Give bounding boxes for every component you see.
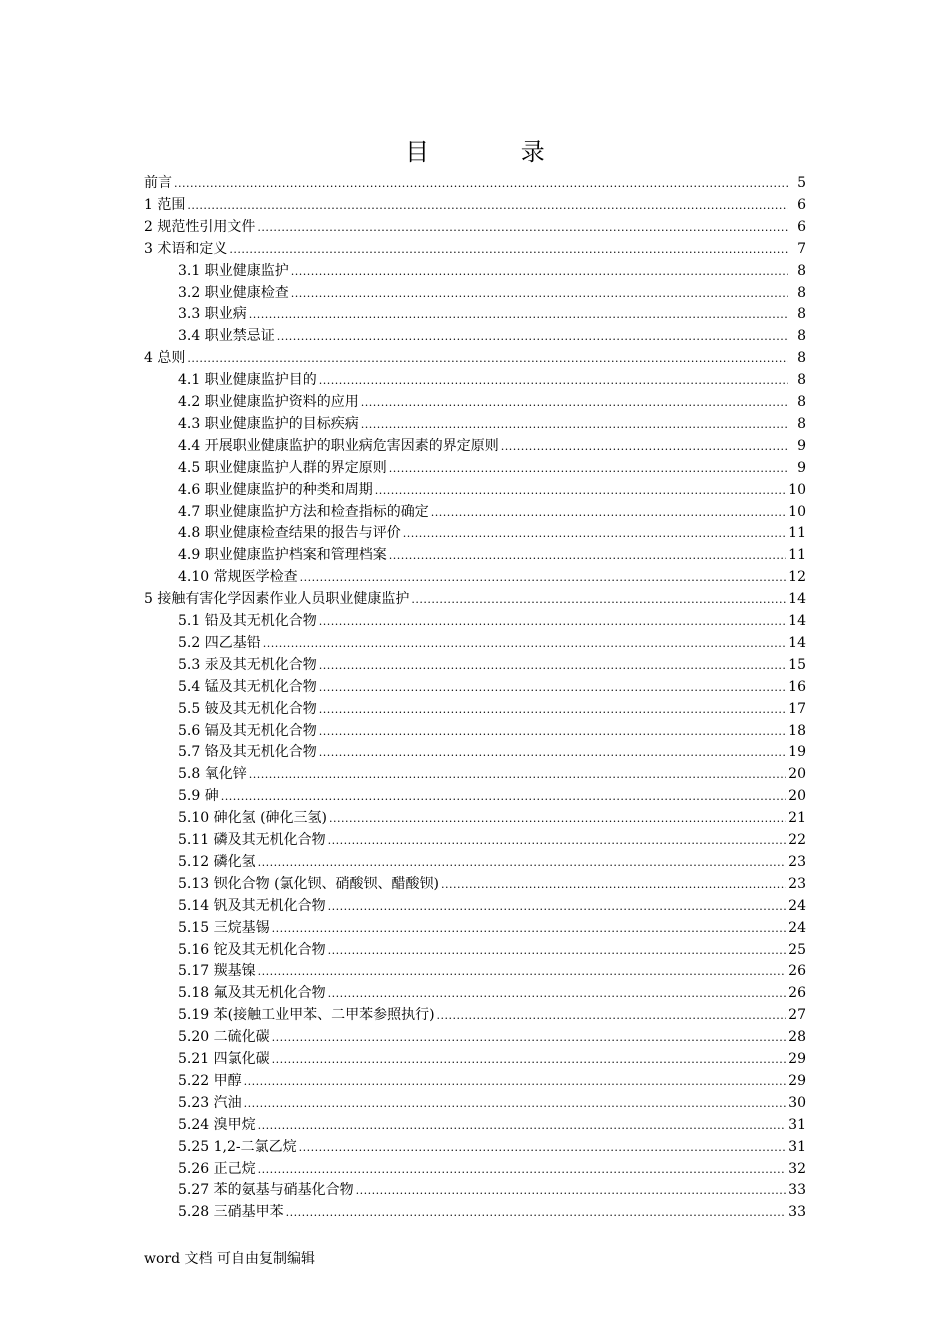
toc-entry[interactable] bbox=[178, 480, 806, 500]
toc-entry[interactable] bbox=[178, 1071, 806, 1091]
toc-entry[interactable] bbox=[178, 874, 806, 894]
toc-leader-dots bbox=[319, 723, 786, 741]
toc-entry[interactable] bbox=[178, 370, 806, 390]
toc-entry-label: 5.14 钒及其无机化合物 bbox=[178, 897, 326, 914]
toc-entry-page-number: 22 bbox=[788, 832, 806, 848]
toc-entry-label: 5.20 二硫化碳 bbox=[178, 1029, 270, 1046]
toc-entry-label: 5.10 砷化氢 (砷化三氢) bbox=[178, 810, 327, 827]
toc-entry[interactable] bbox=[178, 283, 806, 303]
toc-entry-label: 5.23 汽油 bbox=[178, 1094, 242, 1111]
toc-entry[interactable] bbox=[144, 217, 806, 237]
toc-entry-page-number: 24 bbox=[788, 919, 806, 936]
toc-entry[interactable] bbox=[178, 852, 806, 872]
toc-entry[interactable] bbox=[178, 326, 806, 346]
toc-entry-label: 2 规范性引用文件 bbox=[144, 218, 256, 235]
toc-entry-label: 5.11 磷及其无机化合物 bbox=[178, 832, 326, 848]
toc-leader-dots bbox=[272, 1029, 787, 1047]
toc-leader-dots bbox=[244, 1073, 787, 1091]
toc-entry[interactable] bbox=[178, 677, 806, 697]
toc-entry-page-number: 33 bbox=[788, 1182, 806, 1199]
toc-leader-dots bbox=[319, 679, 786, 697]
toc-entry-page-number: 31 bbox=[788, 1138, 806, 1155]
toc-leader-dots bbox=[258, 1161, 787, 1179]
toc-leader-dots bbox=[431, 504, 786, 522]
toc-entry-label: 5 接触有害化学因素作业人员职业健康监护 bbox=[144, 591, 410, 608]
toc-entry-label: 4.2 职业健康监护资料的应用 bbox=[178, 394, 359, 410]
toc-entry-label: 4.8 职业健康检查结果的报告与评价 bbox=[178, 525, 401, 542]
toc-entry-page-number: 24 bbox=[788, 897, 806, 914]
toc-entry[interactable] bbox=[178, 304, 806, 324]
toc-entry-page-number: 5 bbox=[797, 175, 806, 191]
toc-entry[interactable] bbox=[144, 239, 806, 259]
toc-entry-page-number: 29 bbox=[788, 1072, 806, 1089]
toc-entry[interactable] bbox=[144, 173, 806, 193]
toc-leader-dots bbox=[441, 876, 786, 894]
toc-entry[interactable] bbox=[178, 1180, 806, 1200]
toc-entry[interactable] bbox=[178, 567, 806, 587]
toc-entry-page-number: 15 bbox=[788, 656, 806, 673]
toc-leader-dots bbox=[244, 1095, 787, 1113]
toc-entry-page-number: 7 bbox=[797, 240, 806, 257]
toc-entry-page-number: 17 bbox=[788, 700, 806, 717]
toc-entry-page-number: 8 bbox=[797, 262, 806, 279]
toc-entry-label: 4.9 职业健康监护档案和管理档案 bbox=[178, 547, 387, 564]
toc-entry-label: 4.3 职业健康监护的目标疾病 bbox=[178, 415, 359, 432]
toc-entry-label: 5.7 铬及其无机化合物 bbox=[178, 744, 317, 761]
toc-entry-label: 4.6 职业健康监护的种类和周期 bbox=[178, 481, 373, 498]
toc-entry[interactable] bbox=[144, 348, 806, 368]
toc-leader-dots bbox=[389, 460, 788, 478]
toc-entry[interactable] bbox=[178, 655, 806, 675]
toc-entry[interactable] bbox=[178, 830, 806, 850]
toc-entry-label: 5.4 锰及其无机化合物 bbox=[178, 678, 317, 695]
toc-entry-label: 前言 bbox=[144, 175, 172, 191]
toc-entry[interactable] bbox=[178, 1049, 806, 1069]
toc-entry-page-number: 8 bbox=[797, 328, 806, 345]
toc-leader-dots bbox=[272, 1051, 787, 1069]
toc-leader-dots bbox=[299, 1139, 787, 1157]
toc-entry-label: 3.3 职业病 bbox=[178, 306, 247, 323]
toc-entry-label: 3.2 职业健康检查 bbox=[178, 284, 289, 301]
toc-entry-page-number: 6 bbox=[797, 196, 806, 213]
toc-leader-dots bbox=[174, 175, 788, 193]
toc-leader-dots bbox=[272, 920, 787, 938]
toc-entry-page-number: 8 bbox=[797, 394, 806, 410]
toc-leader-dots bbox=[277, 328, 788, 346]
toc-leader-dots bbox=[375, 482, 786, 500]
toc-entry-page-number: 32 bbox=[788, 1160, 806, 1177]
toc-entry[interactable] bbox=[178, 261, 806, 281]
toc-leader-dots bbox=[501, 438, 788, 456]
toc-leader-dots bbox=[411, 591, 786, 609]
toc-leader-dots bbox=[258, 1117, 787, 1135]
toc-leader-dots bbox=[319, 701, 786, 719]
toc-entry-page-number: 8 bbox=[797, 350, 806, 367]
toc-leader-dots bbox=[300, 569, 787, 587]
toc-entry[interactable] bbox=[178, 1137, 806, 1157]
toc-entry[interactable] bbox=[178, 523, 806, 543]
toc-entry-page-number: 9 bbox=[797, 437, 806, 454]
toc-entry-page-number: 26 bbox=[788, 963, 806, 980]
toc-entry[interactable] bbox=[178, 1093, 806, 1113]
toc-entry[interactable] bbox=[178, 545, 806, 565]
toc-leader-dots bbox=[286, 1204, 787, 1222]
toc-entry-label: 3 术语和定义 bbox=[144, 240, 228, 257]
toc-entry-page-number: 30 bbox=[788, 1094, 806, 1111]
toc-leader-dots bbox=[319, 744, 786, 762]
toc-entry-page-number: 12 bbox=[788, 569, 806, 586]
toc-entry[interactable] bbox=[178, 764, 806, 784]
toc-entry-page-number: 16 bbox=[788, 678, 806, 695]
toc-entry[interactable] bbox=[178, 1202, 806, 1222]
toc-entry-label: 5.18 氟及其无机化合物 bbox=[178, 985, 326, 1002]
toc-entry[interactable] bbox=[178, 742, 806, 762]
toc-leader-dots bbox=[403, 525, 786, 543]
toc-leader-dots bbox=[328, 832, 787, 850]
toc-entry-page-number: 8 bbox=[797, 284, 806, 301]
toc-leader-dots bbox=[361, 416, 788, 434]
toc-entry-page-number: 31 bbox=[788, 1116, 806, 1133]
toc-entry-page-number: 20 bbox=[788, 788, 806, 805]
toc-entry-label: 5.26 正己烷 bbox=[178, 1160, 256, 1177]
toc-entry-page-number: 29 bbox=[788, 1051, 806, 1067]
toc-entry-label: 3.4 职业禁忌证 bbox=[178, 328, 275, 345]
page-title: 目 录 bbox=[405, 138, 587, 166]
toc-entry[interactable] bbox=[178, 918, 806, 938]
toc-entry-page-number: 10 bbox=[788, 503, 806, 520]
toc-entry-page-number: 25 bbox=[788, 941, 806, 958]
toc-leader-dots bbox=[356, 1182, 787, 1200]
toc-entry[interactable] bbox=[178, 633, 806, 653]
toc-entry[interactable] bbox=[178, 961, 806, 981]
toc-entry-label: 5.28 三硝基甲苯 bbox=[178, 1204, 284, 1221]
toc-entry-page-number: 11 bbox=[788, 525, 806, 542]
toc-entry-page-number: 23 bbox=[788, 875, 806, 892]
toc-entry[interactable] bbox=[144, 589, 806, 609]
toc-entry-label: 5.16 铊及其无机化合物 bbox=[178, 941, 326, 958]
toc-leader-dots bbox=[249, 306, 788, 324]
toc-leader-dots bbox=[329, 810, 786, 828]
page-footer: word 文档 可自由复制编辑 bbox=[144, 1251, 315, 1267]
toc-leader-dots bbox=[291, 263, 788, 281]
toc-entry-page-number: 14 bbox=[788, 613, 806, 629]
toc-entry-page-number: 28 bbox=[788, 1029, 806, 1046]
toc-entry-label: 5.24 溴甲烷 bbox=[178, 1116, 256, 1133]
toc-entry-page-number: 6 bbox=[797, 218, 806, 235]
toc-entry-label: 5.5 铍及其无机化合物 bbox=[178, 700, 317, 717]
toc-entry-label: 5.27 苯的氨基与硝基化合物 bbox=[178, 1182, 354, 1199]
toc-entry-page-number: 11 bbox=[788, 547, 806, 564]
toc-leader-dots bbox=[187, 350, 788, 368]
toc-entry-label: 4 总则 bbox=[144, 350, 186, 367]
toc-entry-page-number: 20 bbox=[788, 766, 806, 783]
toc-entry[interactable] bbox=[178, 808, 806, 828]
toc-entry-page-number: 10 bbox=[788, 481, 806, 498]
toc-entry[interactable] bbox=[178, 1115, 806, 1135]
toc-entry[interactable] bbox=[178, 458, 806, 478]
toc-entry-label: 5.22 甲醇 bbox=[178, 1072, 242, 1089]
toc-entry[interactable] bbox=[178, 436, 806, 456]
toc-entry-label: 5.15 三烷基锡 bbox=[178, 919, 270, 936]
toc-leader-dots bbox=[319, 613, 786, 631]
toc-entry-page-number: 8 bbox=[797, 306, 806, 323]
toc-leader-dots bbox=[328, 942, 787, 960]
toc-entry-page-number: 33 bbox=[788, 1204, 806, 1221]
toc-leader-dots bbox=[291, 285, 788, 303]
toc-entry-label: 5.9 砷 bbox=[178, 788, 219, 805]
toc-leader-dots bbox=[437, 1007, 787, 1025]
toc-entry-label: 5.6 镉及其无机化合物 bbox=[178, 722, 317, 739]
toc-leader-dots bbox=[221, 788, 786, 806]
toc-entry[interactable] bbox=[178, 940, 806, 960]
toc-entry-label: 5.3 汞及其无机化合物 bbox=[178, 656, 317, 673]
toc-entry-label: 5.8 氧化锌 bbox=[178, 766, 247, 783]
toc-leader-dots bbox=[319, 372, 788, 390]
toc-leader-dots bbox=[187, 197, 788, 215]
toc-leader-dots bbox=[319, 657, 786, 675]
toc-entry-label: 4.7 职业健康监护方法和检查指标的确定 bbox=[178, 503, 429, 520]
toc-entry-page-number: 8 bbox=[797, 415, 806, 432]
toc-leader-dots bbox=[258, 963, 787, 981]
toc-entry-label: 4.5 职业健康监护人群的界定原则 bbox=[178, 459, 387, 476]
toc-leader-dots bbox=[361, 394, 788, 412]
toc-entry-page-number: 26 bbox=[788, 985, 806, 1002]
toc-entry-page-number: 14 bbox=[788, 591, 806, 608]
toc-entry-label: 5.25 1,2-二氯乙烷 bbox=[178, 1138, 297, 1155]
toc-entry-label: 5.21 四氯化碳 bbox=[178, 1051, 270, 1067]
toc-leader-dots bbox=[389, 547, 786, 565]
toc-entry[interactable] bbox=[178, 1159, 806, 1179]
toc-entry[interactable] bbox=[178, 392, 806, 412]
toc-entry[interactable] bbox=[178, 1005, 806, 1025]
toc-entry-label: 4.10 常规医学检查 bbox=[178, 569, 298, 586]
toc-entry-page-number: 23 bbox=[788, 853, 806, 870]
toc-entry-label: 5.19 苯(接触工业甲苯、二甲苯参照执行) bbox=[178, 1007, 435, 1024]
toc-leader-dots bbox=[258, 854, 787, 872]
toc-entry-label: 5.2 四乙基铅 bbox=[178, 634, 261, 651]
toc-entry-label: 4.1 职业健康监护目的 bbox=[178, 372, 317, 389]
toc-entry-label: 5.13 钡化合物 (氯化钡、硝酸钡、醋酸钡) bbox=[178, 875, 439, 892]
toc-leader-dots bbox=[263, 635, 786, 653]
toc-leader-dots bbox=[328, 898, 787, 916]
toc-entry[interactable] bbox=[178, 1027, 806, 1047]
toc-entry[interactable] bbox=[178, 611, 806, 631]
toc-entry[interactable] bbox=[178, 786, 806, 806]
toc-entry-page-number: 21 bbox=[788, 810, 806, 827]
toc-entry-page-number: 27 bbox=[788, 1007, 806, 1024]
toc-entry[interactable] bbox=[178, 983, 806, 1003]
toc-entry-label: 5.1 铅及其无机化合物 bbox=[178, 613, 317, 629]
toc-entry-label: 1 范围 bbox=[144, 196, 186, 213]
toc-entry[interactable] bbox=[178, 699, 806, 719]
toc-entry[interactable] bbox=[178, 896, 806, 916]
toc-entry-label: 3.1 职业健康监护 bbox=[178, 262, 289, 279]
toc-entry-page-number: 14 bbox=[788, 634, 806, 651]
toc-entry-page-number: 8 bbox=[797, 372, 806, 389]
toc-entry[interactable] bbox=[144, 195, 806, 215]
toc-entry[interactable] bbox=[178, 721, 806, 741]
toc-entry[interactable] bbox=[178, 502, 806, 522]
toc-entry-page-number: 18 bbox=[788, 722, 806, 739]
toc-leader-dots bbox=[229, 241, 788, 259]
toc-entry-label: 4.4 开展职业健康监护的职业病危害因素的界定原则 bbox=[178, 437, 499, 454]
toc-entry-page-number: 9 bbox=[797, 459, 806, 476]
toc-leader-dots bbox=[328, 985, 787, 1003]
toc-leader-dots bbox=[249, 766, 786, 784]
toc-entry-page-number: 19 bbox=[788, 744, 806, 761]
toc-entry-label: 5.17 羰基镍 bbox=[178, 963, 256, 980]
toc-entry[interactable] bbox=[178, 414, 806, 434]
toc-entry-label: 5.12 磷化氢 bbox=[178, 853, 256, 870]
toc-leader-dots bbox=[257, 219, 788, 237]
